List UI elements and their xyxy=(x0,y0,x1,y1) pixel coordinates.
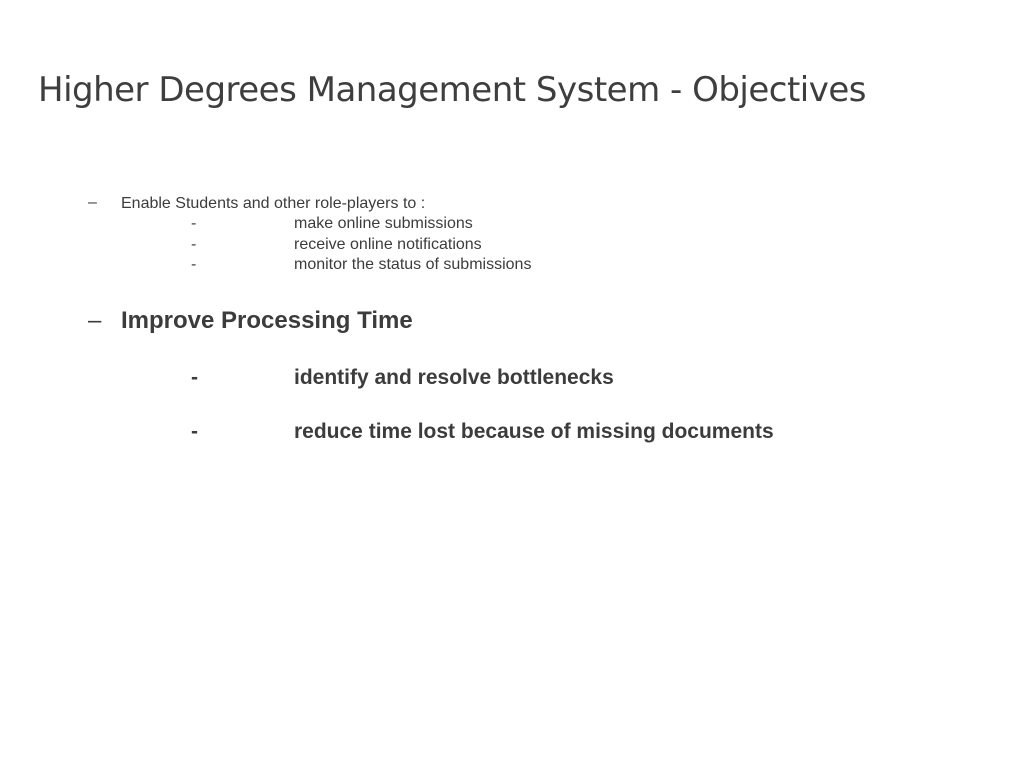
objective-2-subitem: identify and resolve bottlenecks xyxy=(294,366,614,389)
objective-2-bullet: – xyxy=(88,307,102,334)
objective-1-bullet: – xyxy=(88,194,97,211)
objective-2-heading: Improve Processing Time xyxy=(121,307,413,334)
objective-1-subitem-marker: - xyxy=(191,215,197,232)
objective-2-subitem-marker: - xyxy=(191,420,198,443)
objective-1-subitem-marker: - xyxy=(191,236,197,253)
slide-title: Higher Degrees Management System - Objectives xyxy=(38,70,866,110)
objective-1-subitem-marker: - xyxy=(191,256,197,273)
objective-1-heading: Enable Students and other role-players to : xyxy=(121,195,426,212)
objective-2-subitem-marker: - xyxy=(191,366,198,389)
objective-2-subitem: reduce time lost because of missing documents xyxy=(294,420,774,443)
objective-1-subitem: monitor the status of submissions xyxy=(294,256,532,273)
objective-1-subitem: receive online notifications xyxy=(294,236,482,253)
objective-1-subitem: make online submissions xyxy=(294,215,473,232)
